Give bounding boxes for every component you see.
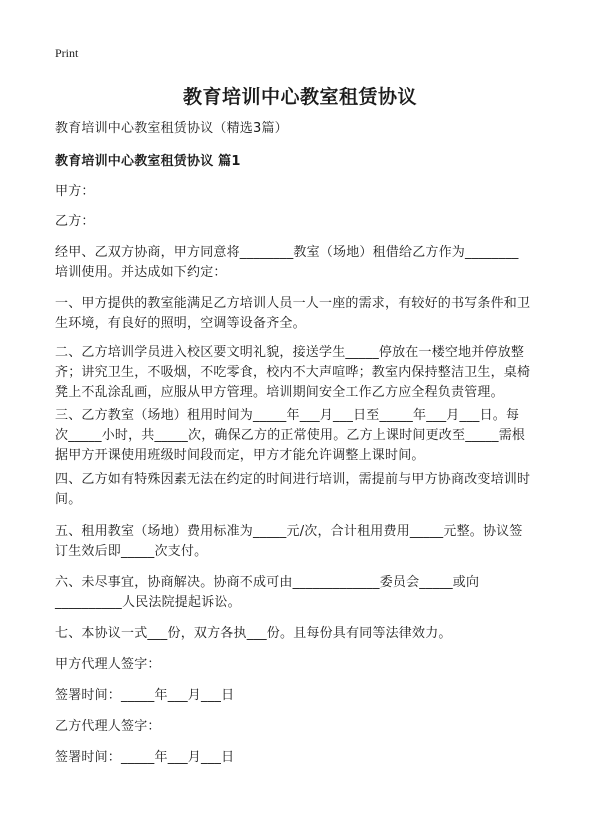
party-a-signature-label: 甲方代理人签字： [55, 657, 161, 672]
doc-subtitle: 教育培训中心教室租赁协议（精选3篇） [55, 121, 288, 136]
clause-line: 间。 [55, 492, 82, 507]
intro-line: 经甲、乙双方协商，甲方同意将________教室（场地）租借给乙方作为________ [55, 245, 519, 260]
clause-line: __________人民法院提起诉讼。 [55, 595, 241, 610]
page-title: 教育培训中心教室租赁协议 [182, 86, 417, 108]
print-label[interactable]: Print [55, 46, 79, 60]
section-heading: 教育培训中心教室租赁协议 篇1 [55, 154, 241, 169]
clause-7: 七、本协议一式___份，双方各执___份。且每份具有同等法律效力。 [55, 626, 452, 641]
party-a-label: 甲方： [55, 184, 95, 199]
clause-line: 次_____小时，共_____次，确保乙方的正常使用。乙方上课时间更改至_____需根 [55, 428, 526, 443]
clause-line: 四、乙方如有特殊因素无法在约定的时间进行培训，需提前与甲方协商改变培训时 [55, 472, 531, 487]
intro-line: 培训使用。并达成如下约定： [55, 265, 227, 280]
clause-line: 凳上不乱涂乱画，应服从甲方管理。培训期间安全工作乙方应全程负责管理。 [55, 385, 504, 400]
clause-line: 据甲方开课使用班级时间段而定，甲方才能允许调整上课时间。 [55, 448, 425, 463]
party-b-label: 乙方： [55, 214, 95, 229]
clause-line: 六、未尽事宜，协商解决。协商不成可由_____________委员会_____或向 [55, 575, 480, 590]
clause-1 [55, 294, 555, 334]
clause-3 [55, 406, 555, 466]
clause-line: 齐；讲究卫生，不吸烟，不吃零食，校内不大声喧哗；教室内保持整洁卫生，桌椅 [55, 365, 531, 380]
clause-4 [55, 470, 555, 510]
clause-5 [55, 522, 555, 562]
clause-line: 生环境，有良好的照明，空调等设备齐全。 [55, 316, 306, 331]
clause-line: 订生效后即_____次支付。 [55, 544, 208, 559]
clause-line: 二、乙方培训学员进入校区要文明礼貌，接送学生_____停放在一楼空地并停放整 [55, 345, 525, 360]
clause-line: 一、甲方提供的教室能满足乙方培训人员一人一座的需求，有较好的书写条件和卫 [55, 296, 531, 311]
clause-line: 五、租用教室（场地）费用标准为_____元/次，合计租用费用_____元整。协议签 [55, 524, 523, 539]
party-a-date-line: 签署时间：_____年___月___日 [55, 688, 235, 703]
party-b-signature-label: 乙方代理人签字： [55, 719, 161, 734]
clause-6 [55, 573, 555, 613]
party-b-date-line: 签署时间：_____年___月___日 [55, 750, 235, 765]
clause-2 [55, 343, 555, 403]
intro-paragraph [55, 243, 555, 283]
clause-line: 三、乙方教室（场地）租用时间为_____年___月___日至_____年___月___日。每 [55, 408, 520, 423]
